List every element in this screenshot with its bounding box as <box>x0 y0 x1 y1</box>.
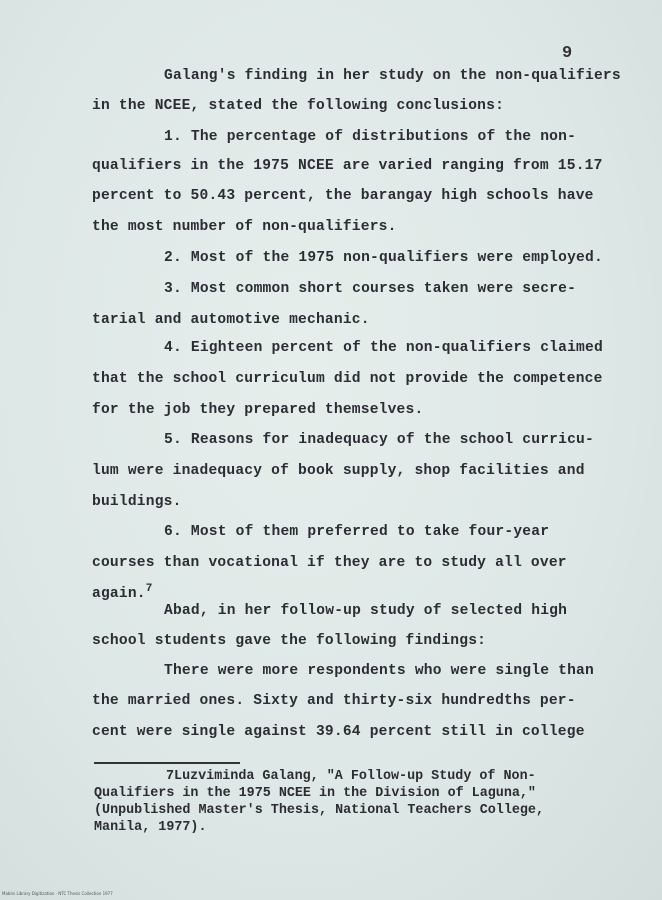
footnote-divider <box>94 762 240 764</box>
body-line: 4. Eighteen percent of the non-qualifiers claimed <box>164 340 603 356</box>
body-line: for the job they prepared themselves. <box>92 402 424 418</box>
body-line: school students gave the following findings: <box>92 633 487 649</box>
body-line: Abad, in her follow-up study of selected high <box>164 603 568 619</box>
body-line-text: again. <box>92 586 146 602</box>
body-line: the most number of non-qualifiers. <box>92 219 397 235</box>
body-line: lum were inadequacy of book supply, shop facilities and <box>92 463 585 479</box>
footnote-reference: 7 <box>145 583 153 595</box>
body-line: There were more respondents who were single than <box>164 663 594 679</box>
body-line: 5. Reasons for inadequacy of the school curricu- <box>164 432 594 448</box>
footnote-line: Qualifiers in the 1975 NCEE in the Division of Laguna," <box>94 786 536 801</box>
footnote-line: 7Luzviminda Galang, "A Follow-up Study of Non- <box>166 769 536 784</box>
body-line: in the NCEE, stated the following conclusions: <box>92 98 505 114</box>
body-line: courses than vocational if they are to study all over <box>92 555 567 571</box>
body-line: the married ones. Sixty and thirty-six hundredths per- <box>92 693 576 709</box>
page-number: 9 <box>562 44 573 63</box>
body-line: that the school curriculum did not provide the competence <box>92 371 603 387</box>
body-line: 2. Most of the 1975 non-qualifiers were employed. <box>164 250 603 266</box>
body-line: cent were single against 39.64 percent still in college <box>92 724 585 740</box>
body-line: tarial and automotive mechanic. <box>92 312 370 328</box>
body-line: qualifiers in the 1975 NCEE are varied ranging from 15.17 <box>92 158 603 174</box>
body-line: percent to 50.43 percent, the barangay high schools have <box>92 188 594 204</box>
body-line: buildings. <box>92 494 182 510</box>
body-line: 6. Most of them preferred to take four-year <box>164 524 550 540</box>
body-line: Galang's finding in her study on the non-qualifiers <box>164 68 621 84</box>
footnote-line: Manila, 1977). <box>94 820 207 835</box>
body-line <box>92 584 153 605</box>
body-line: 3. Most common short courses taken were secre- <box>164 281 577 297</box>
body-line: 1. The percentage of distributions of the non- <box>164 129 577 145</box>
scan-stamp: Mabini Library Digitization · NTC Thesis Collection 1977 <box>2 891 113 896</box>
footnote-line: (Unpublished Master's Thesis, National Teachers College, <box>94 803 544 818</box>
